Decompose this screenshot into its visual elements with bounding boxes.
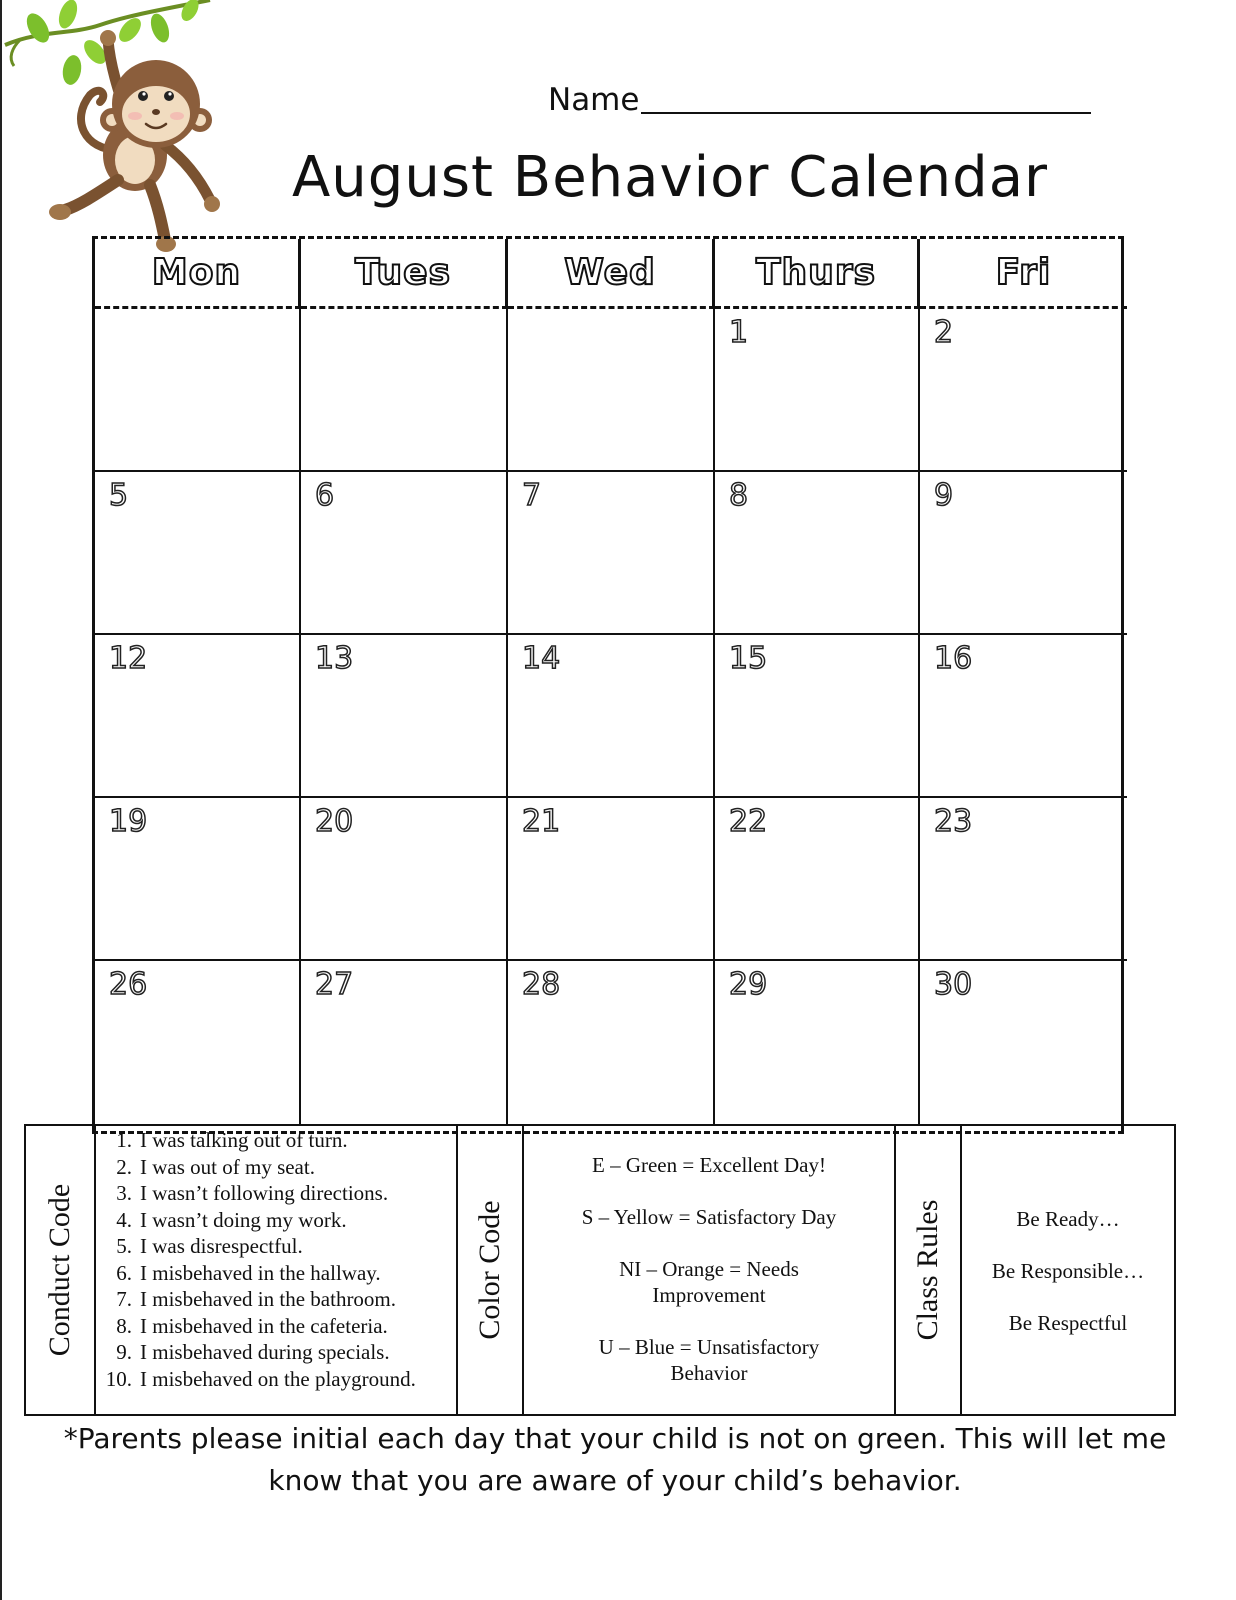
conduct-code-list <box>96 1126 456 1392</box>
item-number: 8. <box>116 1313 132 1338</box>
calendar-day-cell[interactable] <box>920 309 1127 472</box>
day-header-fri: Fri <box>920 239 1127 309</box>
day-number: 5 <box>109 478 129 513</box>
calendar-day-cell[interactable] <box>301 635 508 798</box>
item-number: 6. <box>116 1260 132 1285</box>
page-title: August Behavior Calendar <box>292 145 1049 210</box>
calendar-day-cell[interactable] <box>920 961 1127 1125</box>
item-number: 3. <box>116 1181 132 1205</box>
day-header-mon: Mon <box>95 239 301 309</box>
day-header-thurs: Thurs <box>715 239 920 309</box>
item-number: 9. <box>116 1340 132 1364</box>
day-number: 7 <box>522 478 542 513</box>
item-text: I was talking out of turn. <box>140 1128 348 1152</box>
calendar-day-cell[interactable] <box>95 472 301 635</box>
calendar-day-cell[interactable] <box>301 961 508 1125</box>
monkey-on-vine-icon <box>0 0 250 260</box>
item-text: I misbehaved in the cafeteria. <box>140 1313 388 1338</box>
day-number: 20 <box>315 804 354 839</box>
class-rule-item: Be Ready… <box>1016 1207 1120 1231</box>
day-number: 28 <box>522 967 561 1002</box>
day-number: 14 <box>522 641 561 676</box>
list-item <box>96 1207 456 1234</box>
calendar-day-cell[interactable] <box>95 798 301 961</box>
item-text: I misbehaved during specials. <box>140 1340 390 1364</box>
item-number: 4. <box>116 1207 132 1232</box>
calendar-grid <box>92 236 1124 1134</box>
class-rules-list <box>962 1126 1174 1414</box>
day-number: 22 <box>729 804 768 839</box>
day-number: 15 <box>729 641 768 676</box>
list-item <box>96 1180 456 1207</box>
item-text: I misbehaved in the bathroom. <box>140 1287 397 1311</box>
conduct-code-label-cell <box>26 1126 96 1414</box>
day-number: 1 <box>729 315 749 350</box>
color-code-item: NI – Orange = Needs Improvement <box>619 1257 799 1307</box>
color-code-list <box>524 1126 896 1414</box>
day-number: 21 <box>522 804 561 839</box>
calendar-day-cell[interactable] <box>508 472 715 635</box>
calendar-day-cell[interactable] <box>715 798 920 961</box>
list-item <box>96 1233 456 1260</box>
class-rule-item: Be Respectful <box>1008 1311 1128 1335</box>
calendar-day-cell[interactable] <box>508 961 715 1125</box>
color-code-label: Color Code <box>473 1200 506 1340</box>
list-item <box>96 1313 456 1340</box>
item-number: 5. <box>116 1234 132 1258</box>
calendar-day-cell[interactable] <box>920 472 1127 635</box>
day-number: 30 <box>934 967 973 1002</box>
day-header-wed: Wed <box>508 239 715 309</box>
day-number: 26 <box>109 967 148 1002</box>
name-label: Name <box>548 82 640 118</box>
color-code-item: U – Blue = Unsatisfactory Behavior <box>598 1335 820 1385</box>
day-header-tues: Tues <box>301 239 508 309</box>
item-number: 2. <box>116 1154 132 1179</box>
item-text: I wasn’t following directions. <box>140 1181 389 1205</box>
calendar-day-cell[interactable] <box>920 635 1127 798</box>
color-code-item: E – Green = Excellent Day! <box>592 1153 826 1177</box>
conduct-code-label: Conduct Code <box>43 1183 76 1357</box>
day-number: 9 <box>934 478 954 513</box>
class-rules-label: Class Rules <box>911 1199 944 1341</box>
calendar-day-cell[interactable] <box>508 635 715 798</box>
list-item <box>96 1260 456 1287</box>
item-number: 7. <box>116 1287 132 1311</box>
parent-note: *Parents please initial each day that your child is not on green. This will let me know that you are aware of your child’s behavior. <box>63 1422 1167 1497</box>
day-number: 6 <box>315 478 335 513</box>
item-text: I was disrespectful. <box>140 1234 303 1258</box>
day-number: 27 <box>315 967 354 1002</box>
calendar-day-cell[interactable] <box>95 635 301 798</box>
calendar-day-cell[interactable] <box>715 472 920 635</box>
day-number: 16 <box>934 641 973 676</box>
conduct-code-list-cell <box>96 1126 458 1414</box>
day-number: 29 <box>729 967 768 1002</box>
calendar-day-cell[interactable] <box>508 309 715 472</box>
calendar-day-cell[interactable] <box>301 472 508 635</box>
item-text: I wasn’t doing my work. <box>140 1207 347 1232</box>
class-rule-item: Be Responsible… <box>991 1259 1145 1283</box>
calendar-day-cell[interactable] <box>301 309 508 472</box>
item-number: 10. <box>105 1366 132 1391</box>
color-code-label-cell <box>458 1126 524 1414</box>
list-item <box>96 1127 456 1154</box>
calendar-day-cell[interactable] <box>715 635 920 798</box>
day-number: 2 <box>934 315 954 350</box>
day-number: 12 <box>109 641 148 676</box>
calendar-day-cell[interactable] <box>95 961 301 1125</box>
list-item <box>96 1286 456 1313</box>
list-item <box>96 1339 456 1366</box>
legend-table <box>24 1124 1176 1416</box>
item-number: 1. <box>116 1128 132 1152</box>
day-number: 23 <box>934 804 973 839</box>
calendar-day-cell[interactable] <box>301 798 508 961</box>
day-number: 19 <box>109 804 148 839</box>
calendar-day-cell[interactable] <box>715 961 920 1125</box>
list-item <box>96 1154 456 1181</box>
day-number: 8 <box>729 478 749 513</box>
color-code-item: S – Yellow = Satisfactory Day <box>581 1205 837 1229</box>
calendar-day-cell[interactable] <box>920 798 1127 961</box>
calendar-day-cell[interactable] <box>715 309 920 472</box>
item-text: I was out of my seat. <box>140 1154 315 1179</box>
item-text: I misbehaved in the hallway. <box>140 1260 381 1285</box>
class-rules-label-cell <box>896 1126 962 1414</box>
item-text: I misbehaved on the playground. <box>140 1366 416 1391</box>
day-number: 13 <box>315 641 354 676</box>
name-field <box>548 78 1091 120</box>
list-item <box>96 1366 456 1393</box>
calendar-day-cell[interactable] <box>508 798 715 961</box>
calendar-day-cell[interactable] <box>95 309 301 472</box>
name-blank-line[interactable] <box>641 112 1091 114</box>
